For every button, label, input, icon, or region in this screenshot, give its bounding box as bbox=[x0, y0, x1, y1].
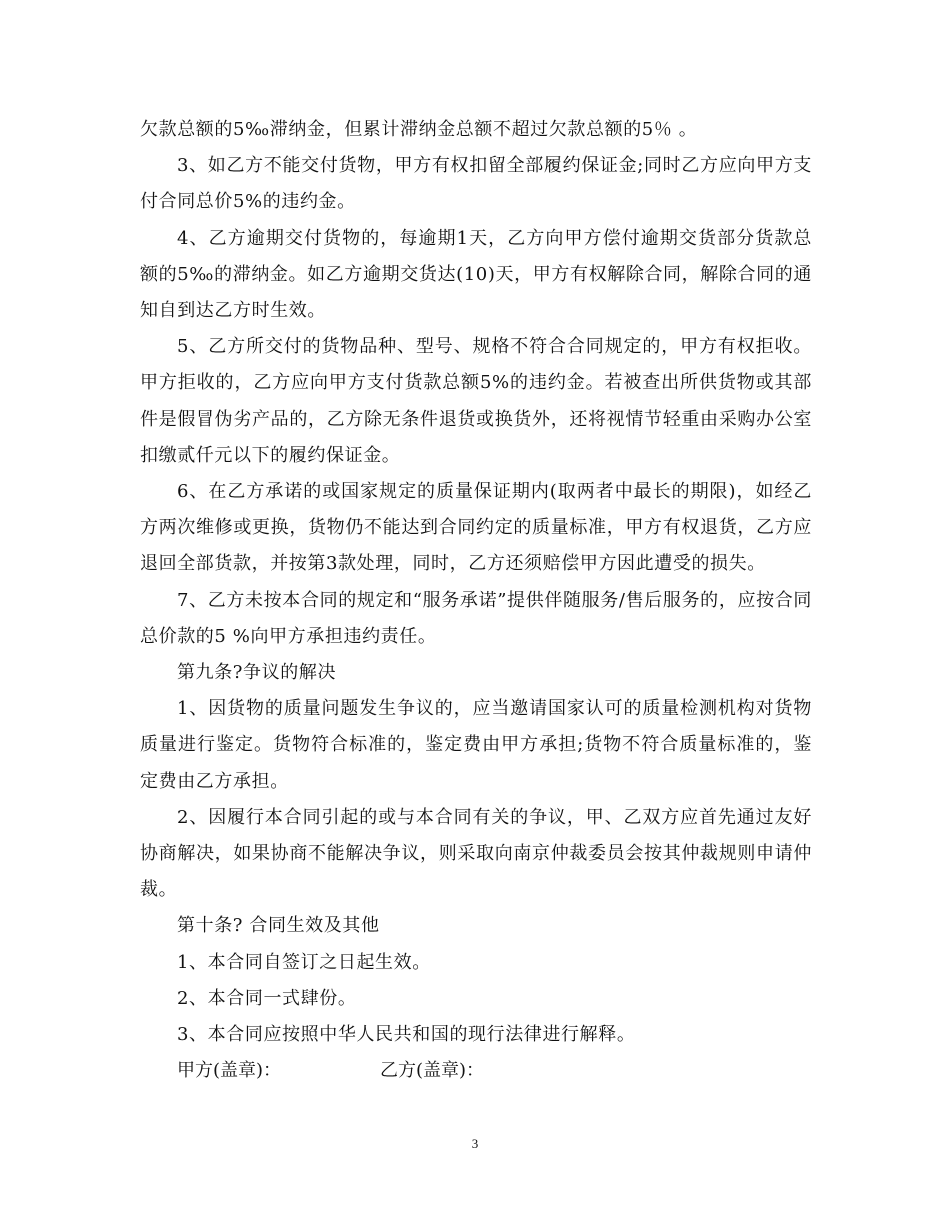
paragraph-effective-1: 1、本合同自签订之日起生效。 bbox=[177, 951, 431, 973]
paragraph-clause-3: 3、如乙方不能交付货物，甲方有权扣留全部履约保证金;同时乙方应向甲方支付合同总价5%的违约金。 bbox=[140, 155, 812, 213]
heading-article-10: 第十条? 合同生效及其他 bbox=[177, 915, 380, 937]
paragraph-clause-4: 4、乙方逾期交付货物的，每逾期1天，乙方向甲方偿付逾期交货部分货款总额的5‰的滞纳金。如乙方逾期交货达(10)天，甲方有权解除合同，解除合同的通知自到达乙方时生效。 bbox=[140, 227, 812, 322]
paragraph-dispute-1: 1、因货物的质量问题发生争议的，应当邀请国家认可的质量检测机构对货物质量进行鉴定。货物符合标准的，鉴定费由甲方承担;货物不符合质量标准的，鉴定费由乙方承担。 bbox=[140, 698, 812, 792]
paragraph-effective-2: 2、本合同一式肆份。 bbox=[177, 987, 357, 1009]
paragraph-penalty-continuation: 欠款总额的5‰滞纳金，但累计滞纳金总额不超过欠款总额的5％ 。 bbox=[140, 119, 698, 140]
paragraph-clause-5: 5、乙方所交付的货物品种、型号、规格不符合合同规定的，甲方有权拒收。甲方拒收的，乙方应向甲方支付货款总额5%的违约金。若被查出所供货物或其部件是假冒伪劣产品的，乙方除无条件退货或换货外，还将视情节轻重由采购办公室扣缴贰仟元以下的履约保证金。 bbox=[140, 336, 812, 466]
paragraph-clause-6: 6、在乙方承诺的或国家规定的质量保证期内(取两者中最长的期限)，如经乙方两次维修或更换，货物仍不能达到合同约定的质量标准，甲方有权退货，乙方应退回全部货款，并按第3款处理，同时，乙方还须赔偿甲方因此遭受的损失。 bbox=[140, 481, 812, 575]
heading-article-9: 第九条?争议的解决 bbox=[177, 662, 337, 684]
party-b-seal-label: 乙方(盖章)： bbox=[380, 1060, 485, 1082]
signature-line bbox=[140, 1053, 812, 1089]
paragraph-clause-7: 7、乙方未按本合同的规定和“服务承诺”提供伴随服务/售后服务的，应按合同总价款的5 %向甲方承担违约责任。 bbox=[140, 589, 812, 647]
contract-body bbox=[140, 112, 812, 1089]
page-number: 3 bbox=[471, 1136, 479, 1151]
party-a-seal-label: 甲方(盖章)： bbox=[177, 1060, 282, 1082]
paragraph-effective-3: 3、本合同应按照中华人民共和国的现行法律进行解释。 bbox=[177, 1024, 636, 1046]
paragraph-dispute-2: 2、因履行本合同引起的或与本合同有关的争议，甲、乙双方应首先通过友好协商解决，如果协商不能解决争议，则采取向南京仲裁委员会按其仲裁规则申请仲裁。 bbox=[140, 806, 812, 901]
